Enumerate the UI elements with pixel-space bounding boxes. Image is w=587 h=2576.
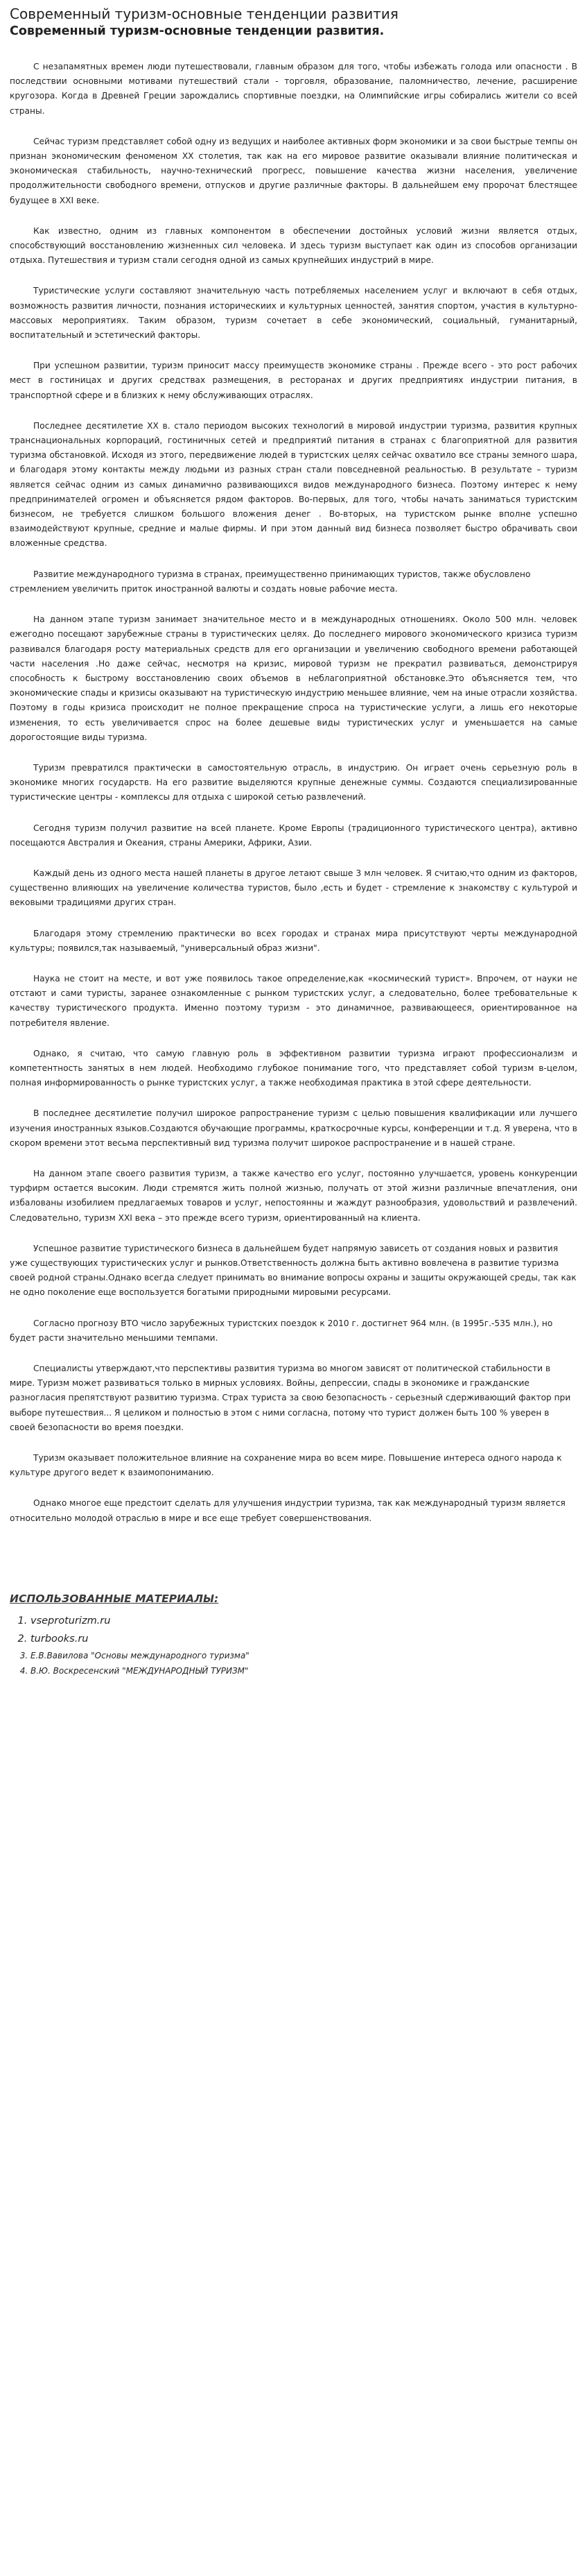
paragraph-travelers-count: Каждый день из одного места нашей планеты в другое летают свыше 3 млн человек. Я считаю,что одним из факторов, существенно влияющих на увеличение количества туристов, было ,есть и будет - стремление к знакомству с культурой и вековыми традициями других стран. [10, 868, 577, 908]
paragraph-professionalism: Однако, я считаю, что самую главную роль в эффективном развитии туризма играют профессионализм и компетентность занятых в нем людей. Необходимо глубокое понимание того, что представляет собой туризм в-целом, полная информированность о рынке туристских услуг, а также необходимая практика в этой сфере деятельности. [10, 1048, 577, 1088]
materials-heading: ИСПОЛЬЗОВАННЫЕ МАТЕРИАЛЫ: [10, 1592, 219, 1605]
paragraph-destinations: Сегодня туризм получил развитие на всей планете. Кроме Европы (традиционного туристического центра), активно посещаются Австралия и Океания, страны Америки, Африки, Азии. [10, 823, 577, 848]
source-book: 3. Е.В.Вавилова "Основы международного туризма" [30, 1648, 577, 1663]
source-link[interactable]: 1. vseproturizm.ru [30, 1612, 577, 1630]
paragraph-modern-tourism: Сейчас туризм представляет собой одну из ведущих и наиболее активных форм экономики и за свои быстрые темпы он признан экономическим феноменом ХХ столетия, так как на его мировое развитие оказывали влияние политическая и экономическая стабильность, научно-технический прогресс, повышение качества жизни населения, увеличение продолжительности свободного времени, отпусков и другие различные факторы. В дальнейшем ему пророчат блестящее будущее в XXI веке. [10, 136, 577, 205]
paragraph-forecast: Согласно прогнозу ВТО число зарубежных туристских поездок к 2010 г. достигнет 964 млн. (в 1995г.-535 млн.), но будет расти значительно меньшими темпами. [10, 1318, 553, 1343]
paragraph-ancient-travel: С незапамятных времен люди путешествовали, главным образом для того, чтобы избежать голода или опасности . В последствии основными мотивами путешествий стали - торговля, образование, паломничество, лечение, расширение кругозора. Когда в Древней Греции зарождались спортивные поездки, на Олимпийские игры собирались жители со всей страны. [10, 62, 577, 116]
article-heading: Современный туризм-основные тенденции развития. [10, 24, 385, 38]
paragraph-competition: На данном этапе своего развития туризм, а также качество его услуг, постоянно улучшается, уровень конкуренции турфирм остается высоким. Люди стремятся жить полной жизнью, получать от этой жизни различные впечатления, они избалованы изобилием предлагаемых товаров и услуг, непостоянны и жаждут разнообразия, удовольствий и развлечений. Следовательно, туризм XXI века – это прежде всего туризм, ориентированный на клиента. [10, 1168, 577, 1223]
paragraph-crisis: На данном этапе туризм занимает значительное место и в международных отношениях. Около 500 млн. человек ежегодно посещают зарубежные страны в туристических целях. До последнего мирового экономического кризиса туризм развивался благодаря росту материальных средств для его организации и увеличению свободного времени работающей части населения .Но даже сейчас, несмотря на кризис, мировой туризм не прекратил развиваться, демонстрируя способность к быстрому восстановлению своих объемов в неблагоприятной обстановке.Это объясняется тем, что экономические спады и кризисы оказывают на туристическую индустрию меньшее влияние, чем на иные отрасли хозяйства. Поэтому в годы кризиса происходит не полное прекращение спроса на туристические услуги, а лишь его некоторые изменения, то есть увеличивается спрос на более дешевые виды туристических услуг и уменьшается на самые дорогостоящие виды туризма. [10, 615, 577, 742]
source-book: 4. В.Ю. Воскресенский "МЕЖДУНАРОДНЫЙ ТУРИЗМ" [30, 1663, 577, 1678]
article [10, 24, 577, 1526]
paragraph-international-tourism: Развитие международного туризма в странах, преимущественно принимающих туристов, также обусловлено стремлением увеличить приток иностранной валюты и создать новые рабочие места. [10, 569, 531, 594]
paragraph-stability: Специалисты утверждают,что перспективы развития туризма во многом зависят от политической стабильности в мире. Туризм может развиваться только в мирных условиях. Войны, депрессии, спады в экономике и гражданские разногласия препятствуют развитию туризма. Страх туриста за свою безопасность - серьезный сдерживающий фактор при выборе путешествия... Я целиком и полностью в этом с ними согласна, потому что турист должен быть 100 % уверен в своей безопасности во время поездки. [10, 1364, 571, 1432]
paragraph-leisure: Как известно, одним из главных компонентом в обеспечении достойных условий жизни является отдых, способствующий восстановлению жизненных сил человека. И здесь туризм выступает как один из способов организации отдыха. Путешествия и туризм стали сегодня одной из самых крупнейших индустрий в мире. [10, 225, 577, 266]
paragraph-high-technology: Последнее десятилетие ХХ в. стало периодом высоких технологий в мировой индустрии туризма, развития крупных транснациональных корпораций, гостиничных сетей и предприятий питания в странах с благоприятной для развития туризма обстановкой. Исходя из этого, передвижение людей в туристских целях сейчас охватило все страны земного шара, и благодаря этому контакты между людьми из разных стран стали повседневной реальностью. В результате – туризм является сейчас одним из самых динамично развивающихся видов международного бизнеса. Поэтому интерес к нему предпринимателей огромен и объясняется рядом факторов. Во-первых, для того, чтобы начать заниматься туристским бизнесом, не требуется слишком большого вложения денег . Во-вторых, на туристском рынке вполне успешно взаимодействуют крупные, средние и малые фирмы. И при этом данный вид бизнеса позволяет быстро обрачивать свои вложенные средства. [10, 420, 577, 549]
paragraph-industry: Туризм превратился практически в самостоятельную отрасль, в индустрию. Он играет очень серьезную роль в экономике многих государств. На его развитие выделяются крупные денежные суммы. Создаются специализированные туристические центры - комплексы для отдыха с широкой сетью развлечений. [10, 762, 577, 802]
page-title: Современный туризм-основные тенденции развития [10, 6, 398, 22]
paragraph-culture: Благодаря этому стремлению практически во всех городах и странах мира присутствуют черты международной культуры; появился,так называемый, "универсальный образ жизни". [10, 928, 577, 953]
source-link[interactable]: 2. turbooks.ru [30, 1630, 577, 1648]
sources-list [10, 1612, 577, 1678]
materials-section [10, 1591, 577, 1678]
paragraph-conclusion: Однако многое еще предстоит сделать для улучшения индустрии туризма, так как международный туризм является относительно молодой отраслью в мире и все еще требует совершенствования. [10, 1498, 566, 1523]
paragraph-tourist-services: Туристические услуги составляют значительную часть потребляемых населением услуг и включают в себя отдых, возможность развития личности, познания историческиих и культурных ценностей, занятия спортом, участия в культурно-массовых мероприятиях. Таким образом, туризм сочетает в себе экономический, социальный, гуманитарный, воспитательный и эстетический факторы. [10, 286, 577, 341]
paragraph-peace: Туризм оказывает положительное влияние на сохранение мира во всем мире. Повышение интереса одного народа к культуре другого ведет к взаимопониманию. [10, 1453, 562, 1478]
paragraph-education-tourism: В последнее десятилетие получил широкое рапространение туризм с целью повышения квалификации или лучшего изучения иностранных языков.Создаются обучающие программы, краткосрочные курсы, конференции и т.д. Я уверена, что в скором времени этот весьма перспективный вид туризма получит широкое распространение и в нашей стране. [10, 1108, 577, 1148]
paragraph-space-tourist: Наука не стоит на месте, и вот уже появилось такое определение,как «космический турист». Впрочем, от науки не отстают и сами туристы, заранее ознакомленные с рынком туристских услуг, а следовательно, более требовательные к качеству туристического продукта. Именно поэтому туризм - это динамичное, развивающееся, ориентированное на потребителя явление. [10, 973, 577, 1028]
paragraph-economic-benefits: При успешном развитии, туризм приносит массу преимуществ экономике страны . Прежде всего - это рост рабочих мест в гостиницах и других средствах размещения, в ресторанах и других предприятиях индустрии питания, в транспортной сфере и в близких к нему обслуживающих отраслях. [10, 361, 577, 400]
paragraph-future-development: Успешное развитие туристического бизнеса в дальнейшем будет напрямую зависеть от создания новых и развития уже существующих туристических услуг и рынков.Ответственность должна быть активно вовлечена в развитие туризма своей родной страны.Однако всегда следует принимать во внимание вопросы охраны и защиты окружающей среды, так как не одно поколение еще воспользуется богатыми природными мировыми ресурсами. [10, 1243, 577, 1298]
